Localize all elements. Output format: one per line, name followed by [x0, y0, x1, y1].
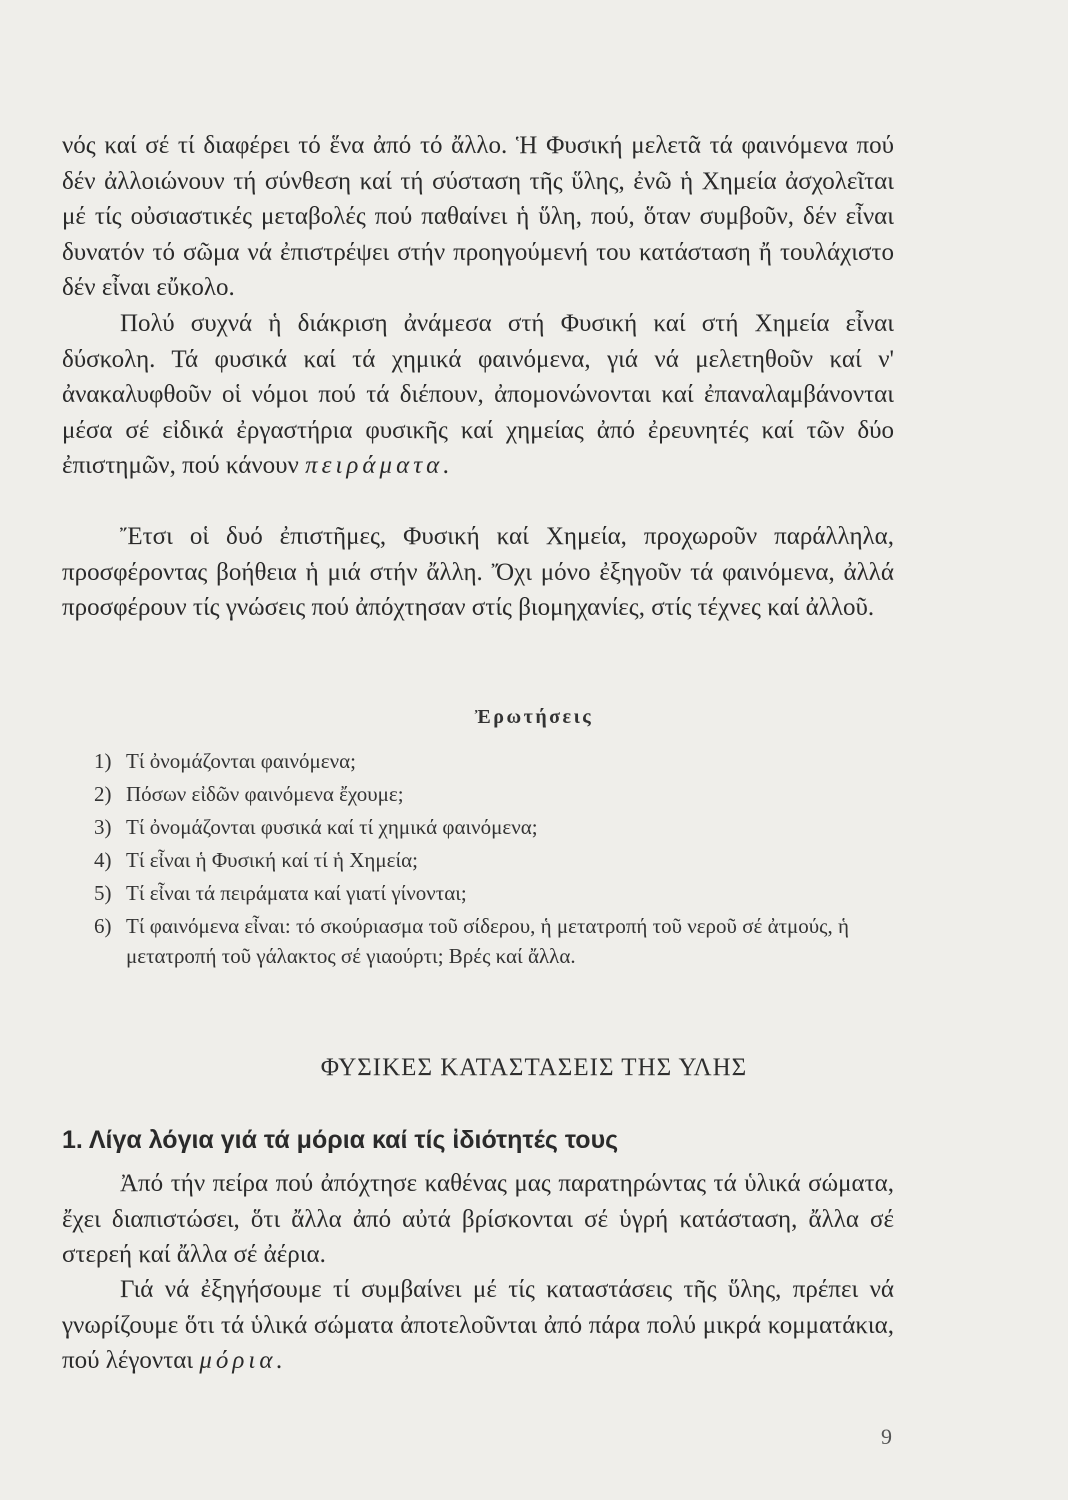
question-number: 2)	[94, 782, 112, 806]
questions-heading: Ἐρωτήσεις	[474, 706, 594, 728]
question-number: 3)	[94, 815, 112, 839]
emphasis-word-experiments: πειράματα.	[305, 452, 454, 479]
paragraph-states-of-matter: Ἀπό τήν πείρα πού ἀπόχτησε καθένας μας παρατηρώντας τά ὑλικά σώματα, ἔχει διαπιστώσει, ὅτι ἄλλα ἀπό αὐτά βρίσκονται σέ ὑγρή κατάσταση, ἄλλα σέ στερεή καί ἄλλα σέ ἀέρια.	[62, 1170, 894, 1268]
question-text: Τί εἶναι ἡ Φυσική καί τί ἡ Χημεία;	[126, 848, 418, 872]
question-item	[94, 845, 904, 875]
section-title: ΦΥΣΙΚΕΣ ΚΑΤΑΣΤΑΣΕΙΣ ΤΗΣ ΥΛΗΣ	[320, 1054, 748, 1081]
page-number: 9	[881, 1424, 892, 1449]
question-text: Τί φαινόμενα εἶναι: τό σκούριασμα τοῦ σίδερου, ἡ μετατροπή τοῦ νεροῦ σέ ἀτμούς, ἡ μετατροπή τοῦ γάλακτος σέ γιαούρτι; Βρές καί ἄλλα.	[126, 914, 849, 968]
paragraph-molecules	[62, 1272, 894, 1379]
question-text: Τί εἶναι τά πειράματα καί γιατί γίνονται;	[126, 881, 467, 905]
question-number: 5)	[94, 881, 112, 905]
question-item	[94, 911, 904, 971]
paragraph-physics-chemistry-distinction	[62, 306, 894, 484]
paragraph-text: Γιά νά ἐξηγήσουμε τί συμβαίνει μέ τίς καταστάσεις τῆς ὕλης, πρέπει νά γνωρίζουμε ὅτι τά ὑλικά σώματα ἀποτελοῦνται ἀπό πάρα πολύ μικρά κομματάκια, πού λέγονται	[62, 1276, 894, 1374]
paragraph-text: Πολύ συχνά ἡ διάκριση ἀνάμεσα στή Φυσική καί στή Χημεία εἶναι δύσκολη. Τά φυσικά καί τά χημικά φαινόμενα, γιά νά μελετηθοῦν καί ν' ἀνακαλυφθοῦν οἱ νόμοι πού τά διέπουν, ἀπομονώνονται καί ἐπαναλαμβάνονται μέσα σέ εἰδικά ἐργαστήρια φυσικῆς καί χημείας ἀπό ἐρευνητές καί τῶν δύο ἐπιστημῶν, πού κάνουν	[62, 310, 894, 479]
questions-list	[94, 746, 904, 974]
question-number: 6)	[94, 914, 112, 938]
question-item	[94, 779, 904, 809]
question-text: Τί ὀνομάζονται φαινόμενα;	[126, 749, 356, 773]
question-text: Τί ὀνομάζονται φυσικά καί τί χημικά φαινόμενα;	[126, 815, 538, 839]
question-number: 1)	[94, 749, 112, 773]
question-number: 4)	[94, 848, 112, 872]
question-item	[94, 746, 904, 776]
intro-paragraph: νός καί σέ τί διαφέρει τό ἕνα ἀπό τό ἄλλο. Ἡ Φυσική μελετᾶ τά φαινόμενα πού δέν ἀλλοιώνουν τή σύνθεση καί τή σύσταση τῆς ὕλης, ἐνῶ ἡ Χημεία ἀσχολεῖται μέ τίς οὐσιαστικές μεταβολές πού παθαίνει ἡ ὕλη, πού, ὅταν συμβοῦν, δέν εἶναι δυνατόν τό σῶμα νά ἐπιστρέψει στήν προηγούμενή του κατάσταση ἤ τουλάχιστο δέν εἶναι εὔκολο.	[62, 132, 894, 301]
question-text: Πόσων εἰδῶν φαινόμενα ἔχουμε;	[126, 782, 404, 806]
question-item	[94, 812, 904, 842]
paragraph-sciences-together: Ἔτσι οἱ δυό ἐπιστῆμες, Φυσική καί Χημεία, προχωροῦν παράλληλα, προσφέροντας βοήθεια ἡ μιά στήν ἄλλη. Ὄχι μόνο ἐξηγοῦν τά φαινόμενα, ἀλλά προσφέρουν τίς γνώσεις πού ἀπόχτησαν στίς βιομηχανίες, στίς τέχνες καί ἀλλοῦ.	[62, 523, 894, 621]
subsection-title: 1. Λίγα λόγια γιά τά μόρια καί τίς ἰδιότητές τους	[62, 1126, 619, 1154]
emphasis-word-molecules: μόρια.	[199, 1347, 287, 1374]
question-item	[94, 878, 904, 908]
